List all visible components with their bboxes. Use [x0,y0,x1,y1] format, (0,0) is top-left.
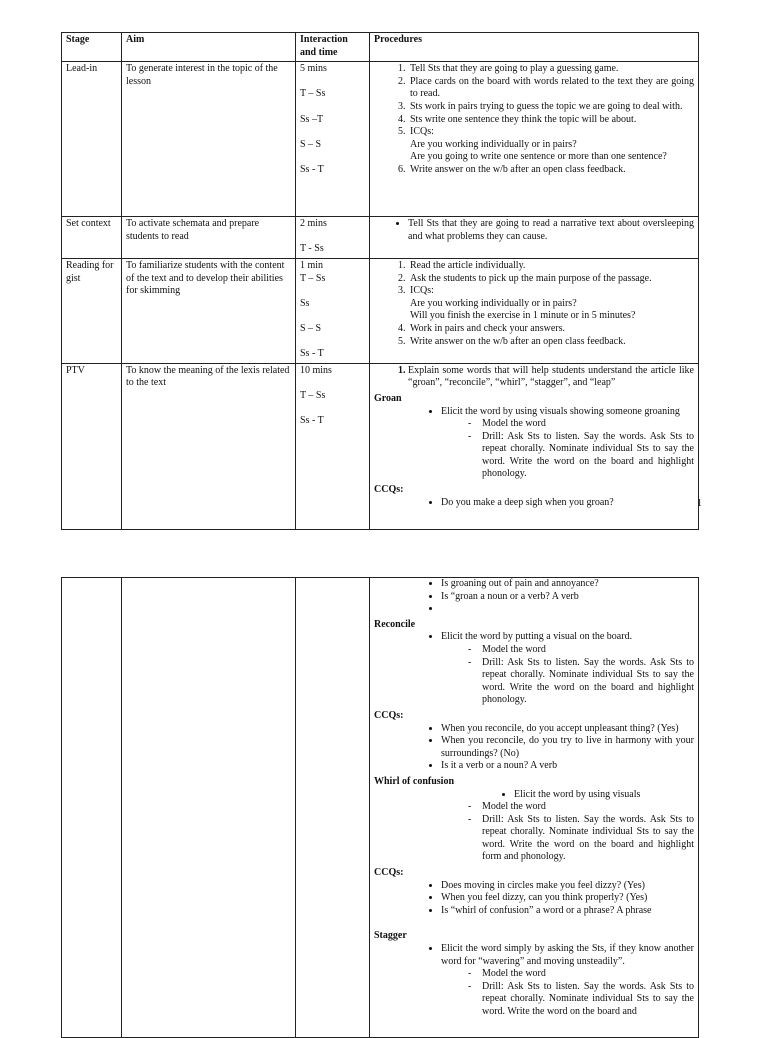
ccq-item [441,603,694,616]
procedure-step: 3. Sts work in pairs trying to guess the topic we are going to deal with. [408,101,694,114]
interaction-line: Ss - T [300,348,324,360]
ccq-heading: CCQs: [374,709,404,721]
ccq-item: • Is “groan a noun or a verb? A verb [441,591,694,604]
procedure-dash: - Drill: Ask Sts to listen. Say the words. Ask Sts to repeat chorally. Nominate individual Sts to say the word. Write the word on the board and highlight form and phonology. [482,814,694,864]
procedure-dash: - Model the word [482,644,694,657]
procedures-cell [370,363,699,529]
procedure-step: 5. ICQs: Are you working individually or in pairs? Are you going to write one sentence or more than one sentence? [408,126,694,164]
ccq-item: • Is “whirl of confusion” a word or a phrase? A phrase [441,905,694,918]
header-aim: Aim [122,33,296,62]
header-interaction: Interaction and time [296,33,370,62]
lesson-plan-table-continued [61,577,699,1038]
header-stage: Stage [62,33,122,62]
procedures-cell [370,258,699,363]
interaction-cell [296,578,370,1038]
ccq-item: • Is groaning out of pain and annoyance? [441,578,694,591]
table-row [62,578,699,1038]
interaction-line: 1 min [300,259,324,271]
ccq-item: • Is it a verb or a noun? A verb [441,760,694,773]
interaction-line: T – Ss [300,272,326,284]
ccq-heading: CCQs: [374,484,404,496]
table-row [62,62,699,217]
interaction-line: Ss [300,297,310,309]
aim-cell: To know the meaning of the lexis related to the text [122,363,296,529]
procedure-step: 2. Ask the students to pick up the main purpose of the passage. [408,273,694,286]
procedure-bullet: • Elicit the word simply by asking the Sts, if they know another word for “wavering” and moving unsteadily”. [441,943,694,968]
aim-cell: To activate schemata and prepare students to read [122,217,296,259]
interaction-line [300,151,365,164]
stage-cell: PTV [62,363,122,529]
procedure-step: 6. Write answer on the w/b after an open class feedback. [408,164,694,177]
ccq-item: • When you reconcile, do you try to live in harmony with your surroundings? (No) [441,735,694,760]
interaction-line [300,126,365,139]
table-header-row [62,33,699,62]
ccq-heading: CCQs: [374,867,404,879]
aim-cell: To familiarize students with the content of the text and to develop their abilities for skimming [122,258,296,363]
procedure-bullet: • Elicit the word by using visuals [514,789,694,802]
vocab-heading-groan: Groan [374,392,402,404]
procedure-step: 1. Read the article individually. [408,260,694,273]
interaction-line: T - Ss [300,243,324,255]
procedures-cell [370,217,699,259]
interaction-line: Ss - T [300,163,324,175]
header-procedures: Procedures [370,33,699,62]
interaction-line: T – Ss [300,88,326,100]
ccq-item: • Does moving in circles make you feel dizzy? (Yes) [441,880,694,893]
table-row [62,363,699,529]
interaction-cell [296,217,370,259]
ccq-item: • Do you make a deep sigh when you groan? [441,497,694,510]
aim-cell: To generate interest in the topic of the lesson [122,62,296,217]
page-number: 1 [697,498,702,509]
stage-cell: Set context [62,217,122,259]
stage-cell [62,578,122,1038]
interaction-line [300,310,365,323]
procedure-bullet: • Elicit the word by putting a visual on the board. [441,631,694,644]
interaction-line: 5 mins [300,63,327,75]
interaction-line: S – S [300,322,322,334]
procedure-dash: - Model the word [482,418,694,431]
ccq-item: • When you feel dizzy, can you think properly? (Yes) [441,892,694,905]
interaction-line [300,101,365,114]
procedure-step: 4. Sts write one sentence they think the topic will be about. [408,114,694,127]
procedure-bullet: • Elicit the word by using visuals showing someone groaning [441,406,694,419]
stage-cell: Reading for gist [62,258,122,363]
table-row [62,258,699,363]
aim-cell [122,578,296,1038]
table-row [62,217,699,259]
interaction-cell [296,62,370,217]
interaction-line [300,231,365,244]
procedure-bullet: • Tell Sts that they are going to read a narrative text about oversleeping and what problems they can cause. [408,218,694,243]
procedure-step: 5. Write answer on the w/b after an open class feedback. [408,336,694,349]
procedure-step: 3. ICQs: Are you working individually or in pairs? Will you finish the exercise in 1 minute or in 5 minutes? [408,285,694,323]
procedure-step: 1. Tell Sts that they are going to play a guessing game. [408,63,694,76]
interaction-line: T – Ss [300,389,326,401]
interaction-line [300,76,365,89]
procedure-step: 2. Place cards on the board with words related to the text they are going to read. [408,76,694,101]
procedures-cell [370,578,699,1038]
lesson-plan-table [61,32,699,530]
interaction-line [300,403,365,416]
interaction-cell [296,258,370,363]
interaction-line: S – S [300,138,322,150]
procedure-dash: - Drill: Ask Sts to listen. Say the words. Ask Sts to repeat chorally. Nominate individual Sts to say the word. Write the word on the board and highlight phonology. [482,431,694,481]
interaction-line [300,377,365,390]
interaction-cell [296,363,370,529]
vocab-heading-stagger: Stagger [374,930,407,942]
interaction-line: Ss - T [300,415,324,427]
interaction-line: 2 mins [300,218,327,230]
interaction-line: 10 mins [300,364,332,376]
ccq-item: • When you reconcile, do you accept unpleasant thing? (Yes) [441,723,694,736]
interaction-line: Ss –T [300,113,324,125]
interaction-line [300,285,365,298]
interaction-line [300,336,365,349]
procedure-step: 4. Work in pairs and check your answers. [408,323,694,336]
procedure-dash: - Drill: Ask Sts to listen. Say the words. Ask Sts to repeat chorally. Nominate individual Sts to say the word. Write the word on the board and highlight phonology. [482,657,694,707]
vocab-heading-whirl: Whirl of confusion [374,775,455,787]
procedure-dash: - Model the word [482,801,694,814]
procedure-dash: - Model the word [482,968,694,981]
procedure-step: 1. Explain some words that will help students understand the article like “groan”, “reconcile”, “whirl”, “stagger”, and “leap” [408,365,694,390]
stage-cell: Lead-in [62,62,122,217]
procedures-cell [370,62,699,217]
procedure-dash: - Drill: Ask Sts to listen. Say the words. Ask Sts to repeat chorally. Nominate individual Sts to say the word. Write the word on the board and [482,981,694,1019]
vocab-heading-reconcile: Reconcile [374,618,416,630]
